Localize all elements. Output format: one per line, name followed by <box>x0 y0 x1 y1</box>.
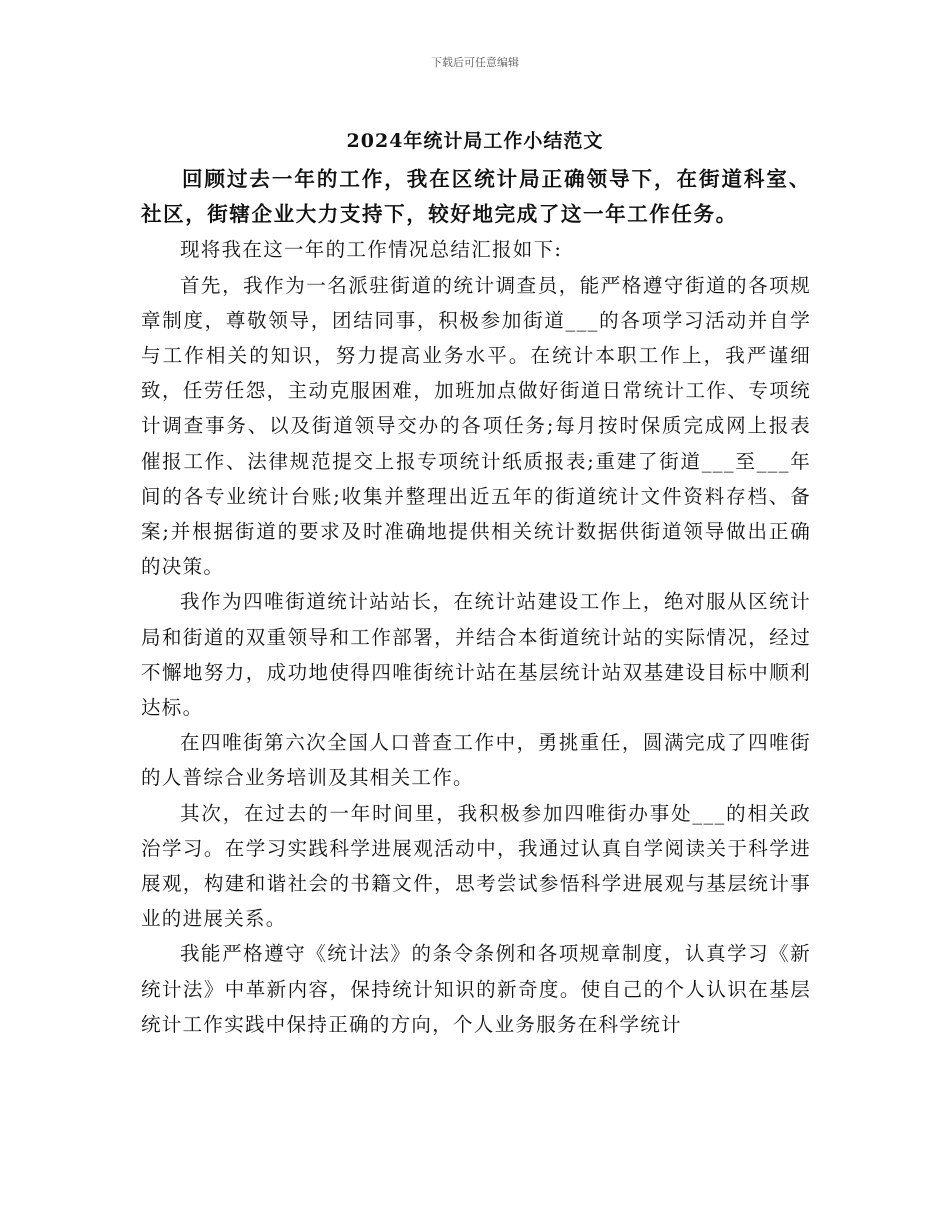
paragraph-2: 现将我在这一年的工作情况总结汇报如下: <box>180 238 563 262</box>
paragraph-3: 首先，我作为一名派驻街道的统计调查员，能严格遵守街道的各项规章制度，尊敬领导，团结同事，积极参加街道___的各项学习活动并自学与工作相关的知识，努力提高业务水平。在统计本职工作上，我严谨细致，任劳任怨，主动克服困难，加班加点做好街道日常统计工作、专项统计调查事务、以及街道领导交办的各项任务;每月按时保质完成网上报表催报工作、法律规范提交上报专项统计纸质报表;重建了街道___至___年间的各专业统计台账;收集并整理出近五年的街道统计文件资料存档、备案;并根据街道的要求及时准确地提供相关统计数据供街道领导做出正确的决策。 <box>141 273 811 579</box>
document-body <box>141 162 811 1042</box>
paragraph-6: 其次，在过去的一年时间里，我积极参加四唯街办事处___的相关政治学习。在学习实践科学进展观活动中，我通过认真自学阅读关于科学进展观，构建和谐社会的书籍文件，思考尝试参悟科学进展观与基层统计事业的进展关系。 <box>141 801 811 931</box>
header-note: 下载后可任意编辑 <box>431 56 519 69</box>
paragraph-4: 我作为四唯街道统计站站长，在统计站建设工作上，绝对服从区统计局和街道的双重领导和工作部署，并结合本街道统计站的实际情况，经过不懈地努力，成功地使得四唯街统计站在基层统计站双基建设目标中顺利达标。 <box>141 590 811 720</box>
paragraph-7: 我能严格遵守《统计法》的条令条例和各项规章制度，认真学习《新统计法》中革新内容，保持统计知识的新奇度。使自己的个人认识在基层统计工作实践中保持正确的方向，个人业务服务在科学统计 <box>141 942 811 1036</box>
document-title: 2024年统计局工作小结范文 <box>346 130 604 152</box>
intro-paragraph: 回顾过去一年的工作，我在区统计局正确领导下，在街道科室、社区，街辖企业大力支持下，较好地完成了这一年工作任务。 <box>141 167 811 227</box>
paragraph-5: 在四唯街第六次全国人口普查工作中，勇挑重任，圆满完成了四唯街的人普综合业务培训及其相关工作。 <box>141 731 811 790</box>
